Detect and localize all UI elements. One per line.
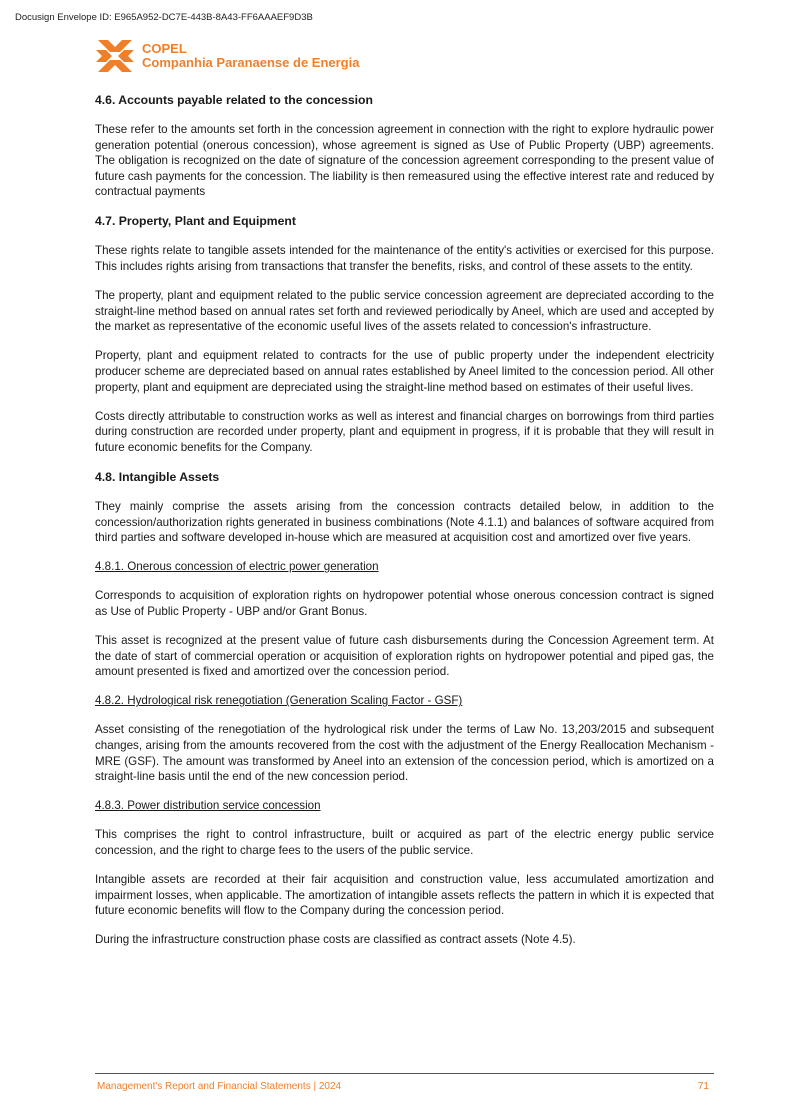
paragraph: These refer to the amounts set forth in the concession agreement in connection with the right to explore hydraulic power generation potential (onerous concession), whose agreement is signed as Use of Public Property (UBP) agreements. The obligation is recognized on the date of signature of the concession agreement corresponding to the present value of future cash payments for the concession. The liability is then remeasured using the effective interest rate and reduced by contractual payments	[95, 123, 714, 199]
paragraph: This comprises the right to control infrastructure, built or acquired as part of the electric energy public service concession, and the right to charge fees to the users of the public service.	[95, 828, 714, 857]
paragraph: Property, plant and equipment related to contracts for the use of public property under the independent electricity producer scheme are depreciated based on annual rates established by Aneel limited to the concession period. All other property, plant and equipment are depreciated using the straight-line method based on estimates of their useful lives.	[95, 349, 714, 394]
footer-divider	[95, 1073, 714, 1074]
paragraph: This asset is recognized at the present value of future cash disbursements during the Concession Agreement term. At the date of start of commercial operation or acquisition of exploration rights on hydropower potential and piped gas, the amount presented is fixed and amortized over the concession period.	[95, 634, 714, 679]
copel-logo-icon	[96, 38, 134, 74]
paragraph: Asset consisting of the renegotiation of the hydrological risk under the terms of Law No. 13,203/2015 and subsequent changes, arising from the amounts recovered from the cost with the adjustment of the Energy Reallocation Mechanism - MRE (GSF). The amount was transformed by Aneel into an extension of the concession period, which is amortized on a straight-line basis until the end of the new concession period.	[95, 723, 714, 784]
subsection-heading-4-8-1: 4.8.1. Onerous concession of electric power generation	[95, 560, 379, 574]
envelope-id: Docusign Envelope ID: E965A952-DC7E-443B-8A43-FF6AAAEF9D3B	[15, 12, 313, 23]
paragraph: Corresponds to acquisition of exploration rights on hydropower potential whose onerous concession contract is signed as Use of Public Property - UBP and/or Grant Bonus.	[95, 589, 714, 618]
paragraph: Intangible assets are recorded at their fair acquisition and construction value, less accumulated amortization and impairment losses, when applicable. The amortization of intangible assets reflects the pattern in which it is expected that future economic benefits will flow to the Company during the concession period.	[95, 873, 714, 918]
paragraph: The property, plant and equipment related to the public service concession agreement are depreciated according to the straight-line method based on annual rates set forth and reviewed periodically by Aneel, which are used and accepted by the market as representative of the economic useful lives of the assets related to concession's infrastructure.	[95, 289, 714, 334]
subsection-heading-4-8-3: 4.8.3. Power distribution service concession	[95, 799, 321, 813]
paragraph: During the infrastructure construction phase costs are classified as contract assets (Note 4.5).	[95, 933, 576, 947]
logo-line1: COPEL	[142, 41, 187, 56]
page-number: 71	[697, 1081, 709, 1092]
paragraph: Costs directly attributable to construction works as well as interest and financial charges on borrowings from third parties during construction are recorded under property, plant and equipment in progress, if it is probable that they will result in future economic benefits for the Company.	[95, 409, 714, 454]
section-heading-4-8: 4.8. Intangible Assets	[95, 470, 220, 484]
subsection-heading-4-8-2: 4.8.2. Hydrological risk renegotiation (Generation Scaling Factor - GSF)	[95, 694, 463, 708]
document-body	[95, 92, 714, 961]
section-heading-4-7: 4.7. Property, Plant and Equipment	[95, 214, 296, 229]
paragraph: These rights relate to tangible assets intended for the maintenance of the entity's activities or exercised for this purpose. This includes rights arising from transactions that transfer the benefits, risks, and control of these assets to the entity.	[95, 244, 714, 274]
section-heading-4-6: 4.6. Accounts payable related to the concession	[95, 93, 373, 107]
company-logo	[96, 38, 359, 74]
footer-title: Management's Report and Financial Statements | 2024	[97, 1081, 342, 1092]
paragraph: They mainly comprise the assets arising from the concession contracts detailed below, in addition to the concession/authorization rights generated in business combinations (Note 4.1.1) and balances of software acquired from third parties and software developed in-house which are measured at acquisition cost and amortized over five years.	[95, 500, 714, 545]
logo-line2: Companhia Paranaense de Energia	[142, 55, 360, 70]
